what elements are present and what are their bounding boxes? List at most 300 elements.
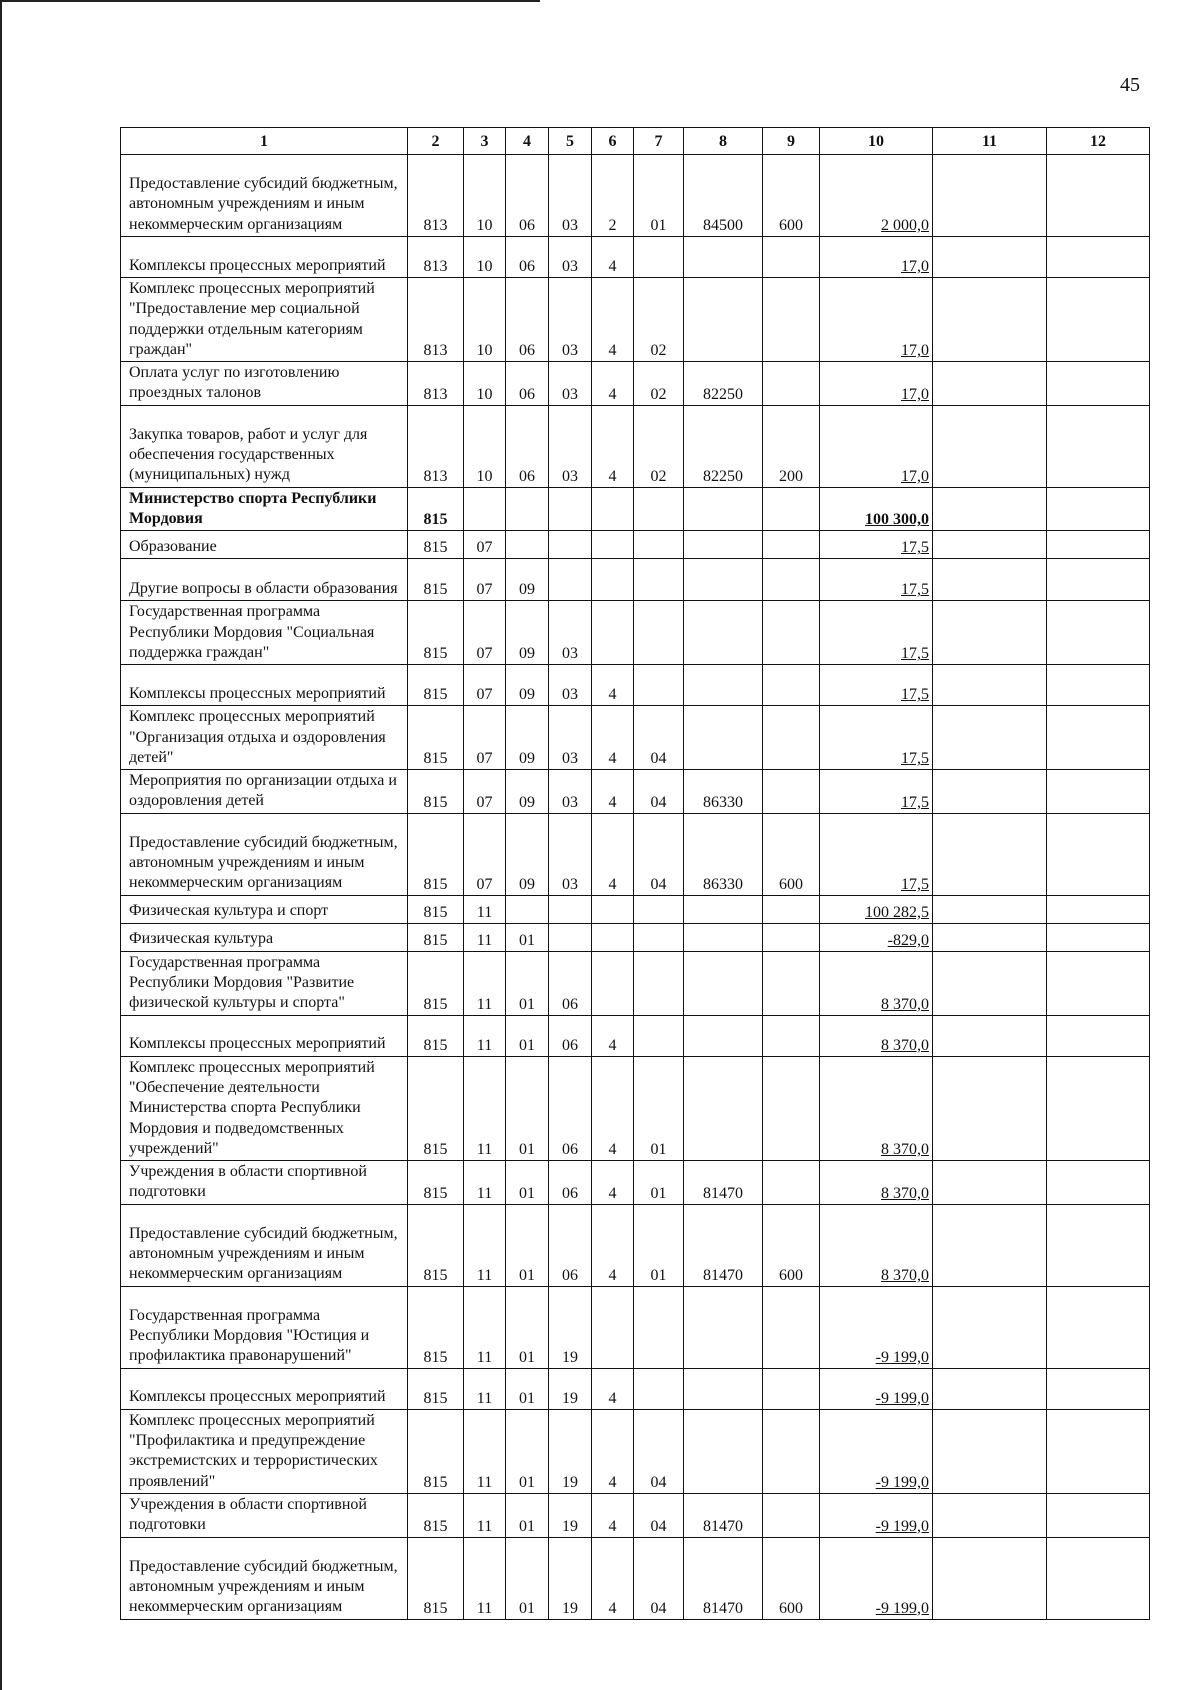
program-code-cell: 03 (549, 278, 592, 362)
expense-type-cell (763, 531, 820, 559)
section-code-cell: 07 (464, 770, 506, 814)
section-code-cell: 10 (464, 405, 506, 487)
event-code-cell (634, 487, 684, 531)
subsection-code-cell (506, 487, 549, 531)
table-row (121, 1537, 1150, 1619)
subprogram-code-cell: 4 (592, 1409, 634, 1493)
item-name-cell: Образование (121, 531, 408, 559)
amount-cell (820, 1409, 933, 1493)
admin-code-cell: 815 (408, 951, 464, 1015)
subprogram-code-cell: 4 (592, 278, 634, 362)
admin-code-cell: 815 (408, 923, 464, 951)
amount-cell (820, 559, 933, 601)
subprogram-code-cell: 4 (592, 1493, 634, 1537)
section-code-cell: 10 (464, 155, 506, 237)
expense-type-cell (763, 895, 820, 923)
section-code-cell: 11 (464, 1161, 506, 1205)
expense-type-cell (763, 362, 820, 406)
amount-cell (820, 951, 933, 1015)
section-code-cell: 10 (464, 362, 506, 406)
section-code-cell: 11 (464, 1493, 506, 1537)
expense-direction-cell (684, 923, 763, 951)
column-11-cell (933, 531, 1047, 559)
subsection-code-cell (506, 531, 549, 559)
expense-direction-cell (684, 559, 763, 601)
header-cell: 7 (634, 128, 684, 155)
expense-direction-cell: 81470 (684, 1537, 763, 1619)
subsection-code-cell: 01 (506, 1286, 549, 1368)
table-header-row (121, 128, 1150, 155)
subprogram-code-cell (592, 487, 634, 531)
amount-cell (820, 405, 933, 487)
amount-cell (820, 1161, 933, 1205)
subsection-code-cell: 09 (506, 665, 549, 706)
column-11-cell (933, 895, 1047, 923)
amount-cell (820, 601, 933, 665)
column-11-cell (933, 1161, 1047, 1205)
table-row (121, 665, 1150, 706)
expense-direction-cell (684, 895, 763, 923)
expense-direction-cell: 86330 (684, 813, 763, 895)
subprogram-code-cell: 4 (592, 706, 634, 770)
header-cell: 11 (933, 128, 1047, 155)
admin-code-cell: 815 (408, 1056, 464, 1160)
subsection-code-cell: 06 (506, 155, 549, 237)
expense-type-cell (763, 706, 820, 770)
item-name-cell: Комплекс процессных мероприятий "Организация отдыха и оздоровления детей" (121, 706, 408, 770)
table-row (121, 1056, 1150, 1160)
column-12-cell (1047, 895, 1150, 923)
table-row (121, 951, 1150, 1015)
table-row (121, 895, 1150, 923)
column-12-cell (1047, 405, 1150, 487)
header-cell: 5 (549, 128, 592, 155)
column-11-cell (933, 706, 1047, 770)
table-row (121, 1161, 1150, 1205)
expense-type-cell (763, 1056, 820, 1160)
expense-direction-cell: 84500 (684, 155, 763, 237)
budget-table (120, 127, 1150, 1620)
column-11-cell (933, 770, 1047, 814)
item-name-cell: Государственная программа Республики Мордовия "Социальная поддержка граждан" (121, 601, 408, 665)
admin-code-cell: 815 (408, 1493, 464, 1537)
event-code-cell: 02 (634, 405, 684, 487)
expense-type-cell (763, 487, 820, 531)
subsection-code-cell: 06 (506, 237, 549, 278)
column-12-cell (1047, 1537, 1150, 1619)
program-code-cell: 03 (549, 405, 592, 487)
amount-cell (820, 1286, 933, 1368)
admin-code-cell: 815 (408, 559, 464, 601)
expense-type-cell: 600 (763, 813, 820, 895)
expense-type-cell: 600 (763, 155, 820, 237)
section-code-cell (464, 487, 506, 531)
event-code-cell: 04 (634, 813, 684, 895)
admin-code-cell: 813 (408, 155, 464, 237)
column-11-cell (933, 1204, 1047, 1286)
expense-direction-cell: 81470 (684, 1161, 763, 1205)
event-code-cell (634, 951, 684, 1015)
section-code-cell: 07 (464, 559, 506, 601)
expense-type-cell (763, 1161, 820, 1205)
expense-direction-cell (684, 706, 763, 770)
admin-code-cell: 815 (408, 531, 464, 559)
section-code-cell: 11 (464, 923, 506, 951)
event-code-cell (634, 1286, 684, 1368)
event-code-cell (634, 665, 684, 706)
item-name-cell: Предоставление субсидий бюджетным, автономным учреждениям и иным некоммерческим организациям (121, 1204, 408, 1286)
table-row (121, 923, 1150, 951)
subprogram-code-cell (592, 559, 634, 601)
expense-direction-cell (684, 601, 763, 665)
column-12-cell (1047, 813, 1150, 895)
column-12-cell (1047, 1161, 1150, 1205)
subsection-code-cell: 01 (506, 1368, 549, 1409)
program-code-cell: 19 (549, 1368, 592, 1409)
expense-type-cell (763, 601, 820, 665)
amount-value: 17,0 (901, 385, 929, 403)
column-11-cell (933, 559, 1047, 601)
admin-code-cell: 815 (408, 1409, 464, 1493)
expense-type-cell: 600 (763, 1204, 820, 1286)
item-name-cell: Оплата услуг по изготовлению проездных талонов (121, 362, 408, 406)
program-code-cell: 03 (549, 706, 592, 770)
header-cell: 2 (408, 128, 464, 155)
column-11-cell (933, 1537, 1047, 1619)
program-code-cell: 03 (549, 362, 592, 406)
amount-value: 8 370,0 (881, 1266, 929, 1284)
event-code-cell: 04 (634, 1537, 684, 1619)
subprogram-code-cell (592, 1286, 634, 1368)
header-cell: 9 (763, 128, 820, 155)
subsection-code-cell: 01 (506, 1015, 549, 1056)
admin-code-cell: 815 (408, 1204, 464, 1286)
column-12-cell (1047, 770, 1150, 814)
subprogram-code-cell: 4 (592, 362, 634, 406)
item-name-cell: Комплекс процессных мероприятий "Профилактика и предупреждение экстремистских и террористических проявлений" (121, 1409, 408, 1493)
column-11-cell (933, 237, 1047, 278)
table-row (121, 559, 1150, 601)
column-11-cell (933, 1286, 1047, 1368)
amount-value: 8 370,0 (881, 1141, 929, 1159)
amount-value: -9 199,0 (875, 1473, 929, 1491)
expense-direction-cell: 81470 (684, 1493, 763, 1537)
subsection-code-cell: 01 (506, 1056, 549, 1160)
subprogram-code-cell: 2 (592, 155, 634, 237)
subprogram-code-cell: 4 (592, 1368, 634, 1409)
amount-cell (820, 895, 933, 923)
program-code-cell: 19 (549, 1493, 592, 1537)
expense-type-cell (763, 237, 820, 278)
column-12-cell (1047, 1286, 1150, 1368)
scan-edge-top (0, 0, 540, 2)
column-11-cell (933, 362, 1047, 406)
amount-value: -9 199,0 (875, 1389, 929, 1407)
item-name-cell: Комплексы процессных мероприятий (121, 1368, 408, 1409)
subsection-code-cell: 01 (506, 951, 549, 1015)
admin-code-cell: 813 (408, 362, 464, 406)
column-11-cell (933, 1368, 1047, 1409)
subsection-code-cell: 01 (506, 1409, 549, 1493)
column-12-cell (1047, 665, 1150, 706)
expense-type-cell (763, 1015, 820, 1056)
subprogram-code-cell (592, 923, 634, 951)
expense-direction-cell (684, 951, 763, 1015)
section-code-cell: 07 (464, 531, 506, 559)
program-code-cell: 06 (549, 1161, 592, 1205)
program-code-cell: 06 (549, 1015, 592, 1056)
subprogram-code-cell: 4 (592, 1056, 634, 1160)
admin-code-cell: 815 (408, 1015, 464, 1056)
amount-cell (820, 770, 933, 814)
amount-value: 17,5 (901, 686, 929, 704)
program-code-cell: 03 (549, 155, 592, 237)
subprogram-code-cell: 4 (592, 770, 634, 814)
admin-code-cell: 815 (408, 1286, 464, 1368)
item-name-cell: Предоставление субсидий бюджетным, автономным учреждениям и иным некоммерческим организациям (121, 155, 408, 237)
program-code-cell (549, 559, 592, 601)
event-code-cell: 04 (634, 706, 684, 770)
subsection-code-cell: 09 (506, 559, 549, 601)
column-12-cell (1047, 1493, 1150, 1537)
subsection-code-cell: 09 (506, 813, 549, 895)
subprogram-code-cell (592, 895, 634, 923)
subsection-code-cell: 09 (506, 706, 549, 770)
event-code-cell: 01 (634, 1056, 684, 1160)
amount-cell (820, 813, 933, 895)
column-11-cell (933, 155, 1047, 237)
amount-value: 2 000,0 (881, 217, 929, 234)
event-code-cell: 01 (634, 1204, 684, 1286)
item-name-cell: Физическая культура (121, 923, 408, 951)
amount-value: 17,5 (901, 750, 929, 768)
admin-code-cell: 813 (408, 237, 464, 278)
admin-code-cell: 815 (408, 1368, 464, 1409)
column-11-cell (933, 665, 1047, 706)
section-code-cell: 11 (464, 1286, 506, 1368)
table-row (121, 1368, 1150, 1409)
section-code-cell: 11 (464, 1409, 506, 1493)
expense-direction-cell: 81470 (684, 1204, 763, 1286)
item-name-cell: Учреждения в области спортивной подготовки (121, 1493, 408, 1537)
table-row (121, 601, 1150, 665)
section-code-cell: 11 (464, 1056, 506, 1160)
subsection-code-cell: 01 (506, 1493, 549, 1537)
expense-direction-cell: 86330 (684, 770, 763, 814)
event-code-cell: 04 (634, 1409, 684, 1493)
column-12-cell (1047, 1056, 1150, 1160)
amount-cell (820, 1204, 933, 1286)
section-code-cell: 10 (464, 237, 506, 278)
subprogram-code-cell (592, 601, 634, 665)
item-name-cell: Комплексы процессных мероприятий (121, 237, 408, 278)
expense-direction-cell (684, 487, 763, 531)
column-12-cell (1047, 237, 1150, 278)
item-name-cell: Комплексы процессных мероприятий (121, 1015, 408, 1056)
amount-value: 17,0 (901, 467, 929, 485)
admin-code-cell: 815 (408, 665, 464, 706)
item-name-cell: Предоставление субсидий бюджетным, автономным учреждениям и иным некоммерческим организациям (121, 1537, 408, 1619)
subprogram-code-cell: 4 (592, 665, 634, 706)
amount-cell (820, 1056, 933, 1160)
subprogram-code-cell (592, 531, 634, 559)
amount-value: 100 300,0 (865, 511, 929, 529)
column-11-cell (933, 1056, 1047, 1160)
expense-type-cell (763, 1286, 820, 1368)
subprogram-code-cell: 4 (592, 1015, 634, 1056)
subprogram-code-cell (592, 951, 634, 1015)
amount-cell (820, 531, 933, 559)
header-cell: 1 (121, 128, 408, 155)
item-name-cell: Другие вопросы в области образования (121, 559, 408, 601)
amount-value: 17,5 (901, 539, 929, 557)
expense-type-cell (763, 770, 820, 814)
subprogram-code-cell: 4 (592, 1537, 634, 1619)
column-12-cell (1047, 923, 1150, 951)
program-code-cell: 19 (549, 1286, 592, 1368)
section-code-cell: 10 (464, 278, 506, 362)
table-body (121, 155, 1150, 1620)
column-12-cell (1047, 951, 1150, 1015)
scan-edge-left (0, 0, 2, 1690)
event-code-cell: 02 (634, 362, 684, 406)
amount-value: 100 282,5 (865, 903, 929, 921)
item-name-cell: Учреждения в области спортивной подготовки (121, 1161, 408, 1205)
subsection-code-cell: 06 (506, 278, 549, 362)
expense-direction-cell (684, 237, 763, 278)
event-code-cell (634, 1015, 684, 1056)
admin-code-cell: 813 (408, 278, 464, 362)
admin-code-cell: 815 (408, 706, 464, 770)
admin-code-cell: 815 (408, 813, 464, 895)
column-11-cell (933, 1493, 1047, 1537)
item-name-cell: Физическая культура и спорт (121, 895, 408, 923)
event-code-cell (634, 601, 684, 665)
amount-value: -9 199,0 (875, 1348, 929, 1366)
amount-cell (820, 237, 933, 278)
expense-type-cell (763, 923, 820, 951)
table-row (121, 405, 1150, 487)
expense-type-cell (763, 665, 820, 706)
column-12-cell (1047, 559, 1150, 601)
header-cell: 8 (684, 128, 763, 155)
amount-value: -9 199,0 (875, 1517, 929, 1535)
expense-type-cell (763, 278, 820, 362)
program-code-cell (549, 895, 592, 923)
item-name-cell: Комплексы процессных мероприятий (121, 665, 408, 706)
table-row (121, 1493, 1150, 1537)
event-code-cell: 04 (634, 770, 684, 814)
subprogram-code-cell: 4 (592, 813, 634, 895)
section-code-cell: 11 (464, 1537, 506, 1619)
expense-type-cell (763, 951, 820, 1015)
program-code-cell: 06 (549, 1204, 592, 1286)
header-cell: 12 (1047, 128, 1150, 155)
item-name-cell: Комплекс процессных мероприятий "Предоставление мер социальной поддержки отдельным категориям граждан" (121, 278, 408, 362)
header-cell: 3 (464, 128, 506, 155)
amount-cell (820, 665, 933, 706)
column-12-cell (1047, 706, 1150, 770)
table-row (121, 531, 1150, 559)
subsection-code-cell: 06 (506, 405, 549, 487)
column-12-cell (1047, 1368, 1150, 1409)
program-code-cell: 03 (549, 237, 592, 278)
event-code-cell (634, 1368, 684, 1409)
item-name-cell: Министерство спорта Республики Мордовия (121, 487, 408, 531)
subsection-code-cell: 09 (506, 601, 549, 665)
section-code-cell: 07 (464, 665, 506, 706)
expense-direction-cell (684, 1409, 763, 1493)
subsection-code-cell: 01 (506, 1161, 549, 1205)
subsection-code-cell: 06 (506, 362, 549, 406)
column-12-cell (1047, 487, 1150, 531)
table-row (121, 813, 1150, 895)
table-row (121, 237, 1150, 278)
event-code-cell (634, 923, 684, 951)
column-12-cell (1047, 1409, 1150, 1493)
admin-code-cell: 815 (408, 895, 464, 923)
expense-type-cell (763, 1368, 820, 1409)
header-cell: 10 (820, 128, 933, 155)
table-row (121, 1204, 1150, 1286)
section-code-cell: 11 (464, 895, 506, 923)
subsection-code-cell: 01 (506, 1537, 549, 1619)
amount-value: 8 370,0 (881, 1036, 929, 1054)
column-12-cell (1047, 1204, 1150, 1286)
admin-code-cell: 815 (408, 601, 464, 665)
table-row (121, 278, 1150, 362)
column-11-cell (933, 601, 1047, 665)
admin-code-cell: 815 (408, 1537, 464, 1619)
column-12-cell (1047, 362, 1150, 406)
expense-direction-cell (684, 278, 763, 362)
program-code-cell: 19 (549, 1537, 592, 1619)
event-code-cell: 01 (634, 155, 684, 237)
amount-value: -9 199,0 (875, 1599, 929, 1617)
column-12-cell (1047, 531, 1150, 559)
expense-type-cell (763, 1409, 820, 1493)
event-code-cell (634, 895, 684, 923)
amount-value: 17,5 (901, 875, 929, 893)
program-code-cell: 03 (549, 601, 592, 665)
expense-type-cell (763, 1493, 820, 1537)
column-11-cell (933, 813, 1047, 895)
column-11-cell (933, 951, 1047, 1015)
expense-direction-cell (684, 665, 763, 706)
admin-code-cell: 813 (408, 405, 464, 487)
column-12-cell (1047, 601, 1150, 665)
program-code-cell (549, 487, 592, 531)
column-12-cell (1047, 1015, 1150, 1056)
amount-cell (820, 278, 933, 362)
amount-value: 8 370,0 (881, 1184, 929, 1202)
table-row (121, 362, 1150, 406)
subprogram-code-cell: 4 (592, 1204, 634, 1286)
section-code-cell: 11 (464, 1015, 506, 1056)
section-code-cell: 11 (464, 1204, 506, 1286)
event-code-cell (634, 531, 684, 559)
subprogram-code-cell: 4 (592, 237, 634, 278)
expense-direction-cell (684, 1286, 763, 1368)
program-code-cell: 03 (549, 665, 592, 706)
amount-cell (820, 923, 933, 951)
program-code-cell (549, 531, 592, 559)
amount-value: 17,0 (901, 258, 929, 275)
table-row (121, 770, 1150, 814)
table-row (121, 706, 1150, 770)
subprogram-code-cell: 4 (592, 405, 634, 487)
amount-cell (820, 487, 933, 531)
